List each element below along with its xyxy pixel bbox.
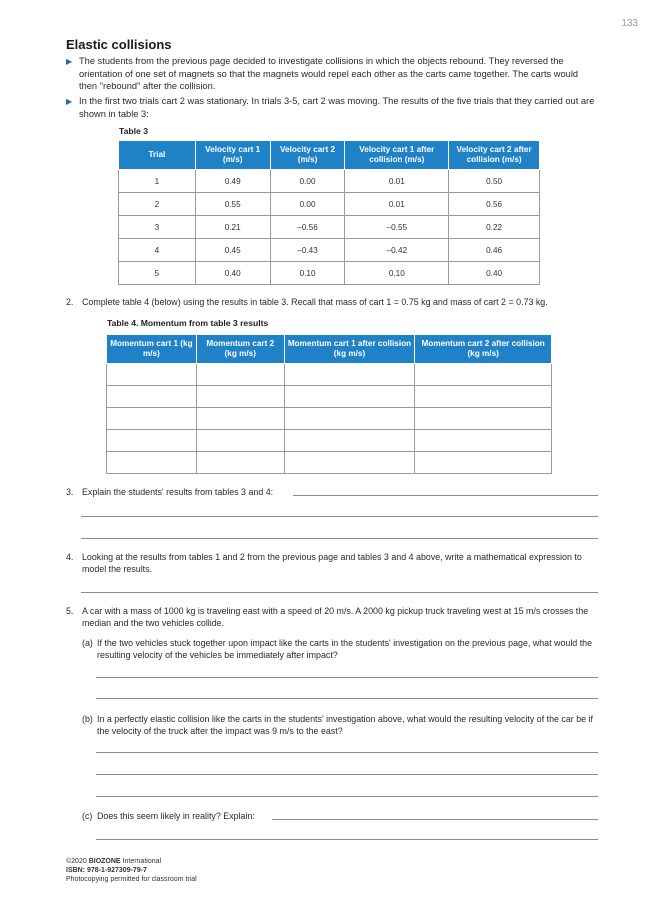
table4-header: Momentum cart 2 after collision (kg m/s) (415, 335, 552, 364)
copyright: ©2020 BIOZONE International (66, 858, 162, 865)
section-heading: Elastic collisions (66, 37, 172, 52)
table4-answer-cell[interactable] (107, 364, 197, 386)
table3-cell: 0.00 (270, 193, 345, 216)
answer-line[interactable] (81, 516, 598, 517)
table4-answer-cell[interactable] (107, 386, 197, 408)
intro-bullet-text: In the first two trials cart 2 was stationary. In trials 3-5, cart 2 was moving. The results of the five trials that they carried out are shown in table 3: (79, 96, 595, 119)
bullet-arrow-icon: ▶ (66, 57, 73, 66)
table3-cell: 0.46 (449, 239, 540, 262)
table4-answer-cell[interactable] (196, 430, 284, 452)
table4-answer-cell[interactable] (415, 430, 552, 452)
table3-cell: 0.45 (195, 239, 270, 262)
question-number: 5. (66, 606, 74, 616)
table4-answer-cell[interactable] (415, 364, 552, 386)
table3-cell: 0.10 (270, 262, 345, 285)
table4-answer-cell[interactable] (284, 430, 415, 452)
question-text: Explain the students' results from tables 3 and 4: (82, 487, 274, 497)
table4-row (107, 408, 552, 430)
intro-bullet-text: The students from the previous page decided to investigate collisions in which the objects rebound. They reversed the orientation of one set of magnets so that the magnets would repel each other as the carts came together. The carts would then "rebound" after the collision. (79, 56, 579, 91)
question-4 (66, 551, 596, 575)
table3-cell: –0.56 (270, 216, 345, 239)
table3-header: Velocity cart 1 after collision (m/s) (345, 141, 449, 170)
table4-answer-cell[interactable] (196, 386, 284, 408)
question-text: Complete table 4 (below) using the results in table 3. Recall that mass of cart 1 = 0.75 kg and mass of cart 2 = 0.73 kg. (82, 297, 548, 307)
table-3 (118, 140, 540, 285)
part-label: (a) (82, 638, 93, 648)
table4-answer-cell[interactable] (284, 364, 415, 386)
table3-cell: 0.49 (195, 170, 270, 193)
table3-cell: –0.43 (270, 239, 345, 262)
bullet-arrow-icon: ▶ (66, 97, 73, 106)
part-text: Does this seem likely in reality? Explain: (97, 811, 255, 821)
table3-cell: 0.22 (449, 216, 540, 239)
table4-answer-cell[interactable] (107, 408, 197, 430)
table4-row (107, 364, 552, 386)
table4-row (107, 386, 552, 408)
answer-line[interactable] (272, 819, 598, 820)
answer-line[interactable] (96, 752, 598, 753)
table3-cell: 0.40 (449, 262, 540, 285)
answer-line[interactable] (81, 538, 598, 539)
table4-answer-cell[interactable] (107, 452, 197, 474)
table3-cell: 0.01 (345, 193, 449, 216)
table4-header: Momentum cart 2 (kg m/s) (196, 335, 284, 364)
intro-bullet-1 (66, 55, 596, 93)
answer-line[interactable] (96, 774, 598, 775)
table4-header: Momentum cart 1 after collision (kg m/s) (284, 335, 415, 364)
part-text: In a perfectly elastic collision like the carts in the students' investigation above, what would the resulting velocity of the car be if the velocity of the truck after the impact was 9 m/s to the east? (97, 714, 593, 736)
question-5b (82, 713, 600, 737)
table3-cell: 0.56 (449, 193, 540, 216)
table3-cell: 1 (119, 170, 196, 193)
table3-cell: –0.42 (345, 239, 449, 262)
photocopy-note: Photocopying permitted for classroom trial (66, 876, 197, 883)
table3-cell: 3 (119, 216, 196, 239)
answer-line[interactable] (81, 592, 598, 593)
answer-line[interactable] (96, 839, 598, 840)
table4-row (107, 452, 552, 474)
table4-answer-cell[interactable] (196, 408, 284, 430)
question-5a (82, 637, 600, 661)
isbn: ISBN: 978-1-927309-79-7 (66, 867, 147, 874)
page-number: 133 (621, 18, 638, 29)
part-text: If the two vehicles stuck together upon impact like the carts in the students' investigation on the previous page, what would the resulting velocity of the vehicles be immediately after impact? (97, 638, 593, 660)
part-label: (c) (82, 811, 93, 821)
table4-answer-cell[interactable] (196, 452, 284, 474)
answer-line[interactable] (96, 677, 598, 678)
answer-line[interactable] (293, 495, 598, 496)
intro-bullet-2 (66, 95, 596, 120)
table3-header: Velocity cart 1 (m/s) (195, 141, 270, 170)
table3-row (119, 193, 540, 216)
question-number: 2. (66, 297, 74, 307)
table3-caption: Table 3 (119, 126, 148, 136)
table3-cell: 0.40 (195, 262, 270, 285)
table3-cell: –0.55 (345, 216, 449, 239)
table3-cell: 5 (119, 262, 196, 285)
table4-header: Momentum cart 1 (kg m/s) (107, 335, 197, 364)
question-2 (66, 296, 626, 308)
part-label: (b) (82, 714, 93, 724)
question-5c (82, 810, 282, 822)
question-3 (66, 486, 296, 498)
table3-cell: 0.10 (345, 262, 449, 285)
table3-cell: 0.55 (195, 193, 270, 216)
table3-row (119, 262, 540, 285)
table3-cell: 0.00 (270, 170, 345, 193)
question-number: 4. (66, 552, 74, 562)
table3-cell: 0.50 (449, 170, 540, 193)
table3-header: Velocity cart 2 (m/s) (270, 141, 345, 170)
table4-answer-cell[interactable] (284, 408, 415, 430)
table4-answer-cell[interactable] (284, 386, 415, 408)
table3-row (119, 239, 540, 262)
table3-cell: 4 (119, 239, 196, 262)
table4-answer-cell[interactable] (284, 452, 415, 474)
table3-cell: 0.21 (195, 216, 270, 239)
answer-line[interactable] (96, 796, 598, 797)
table4-answer-cell[interactable] (415, 408, 552, 430)
table4-caption: Table 4. Momentum from table 3 results (107, 318, 269, 328)
question-5 (66, 605, 606, 629)
question-text: A car with a mass of 1000 kg is traveling east with a speed of 20 m/s. A 2000 kg pickup truck traveling west at 15 m/s crosses the median and the two vehicles collide. (82, 606, 589, 628)
table4-row (107, 430, 552, 452)
footer (66, 857, 197, 884)
table-4 (106, 334, 552, 474)
table3-row (119, 170, 540, 193)
table4-answer-cell[interactable] (415, 386, 552, 408)
table3-cell: 2 (119, 193, 196, 216)
table3-cell: 0.01 (345, 170, 449, 193)
question-number: 3. (66, 487, 74, 497)
table3-header: Trial (119, 141, 196, 170)
table3-row (119, 216, 540, 239)
answer-line[interactable] (96, 698, 598, 699)
table4-answer-cell[interactable] (107, 430, 197, 452)
table4-answer-cell[interactable] (415, 452, 552, 474)
table4-answer-cell[interactable] (196, 364, 284, 386)
table3-header: Velocity cart 2 after collision (m/s) (449, 141, 540, 170)
question-text: Looking at the results from tables 1 and 2 from the previous page and tables 3 and 4 above, write a mathematical expression to model the results. (82, 552, 582, 574)
